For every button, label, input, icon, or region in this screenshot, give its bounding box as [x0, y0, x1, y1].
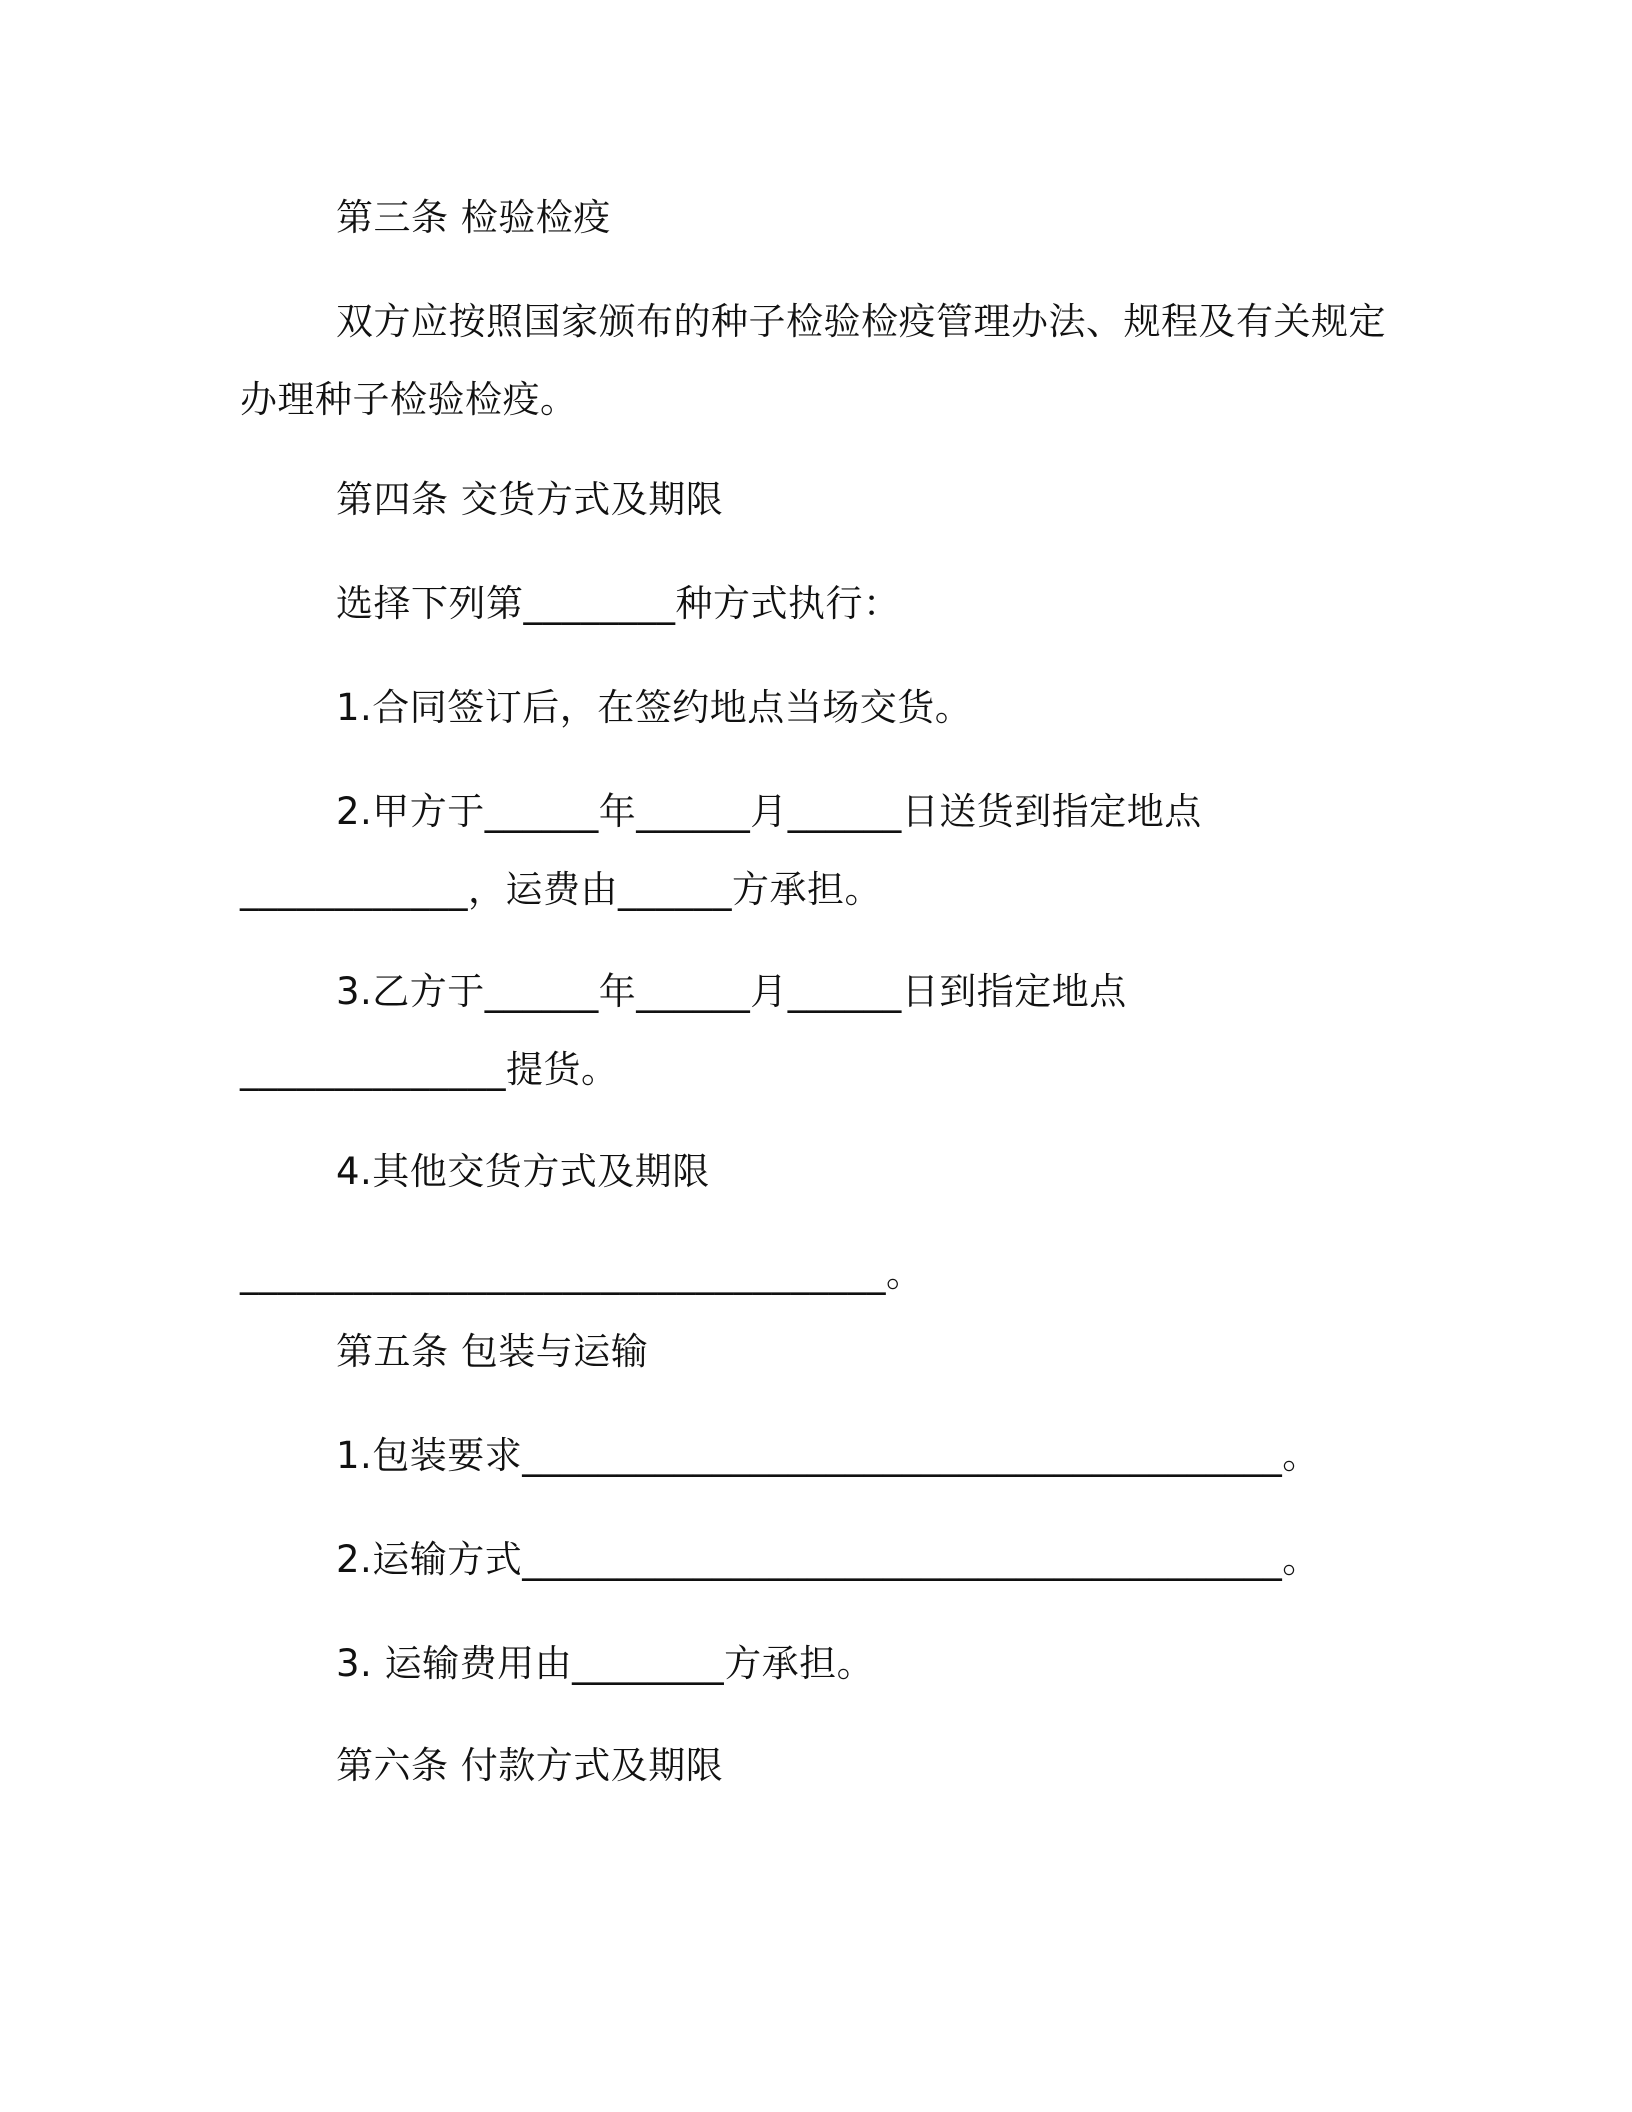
- article-5-heading: 第五条 包装与运输: [336, 1330, 649, 1373]
- article-4-heading: 第四条 交货方式及期限: [336, 478, 724, 521]
- article-4-option-3-line-1: 3.乙方于______年______月______日到指定地点: [336, 970, 1127, 1013]
- article-3-text-line-1: 双方应按照国家颁布的种子检验检疫管理办法、规程及有关规定: [336, 300, 1386, 343]
- article-4-option-3-line-2: ______________提货。: [240, 1048, 619, 1091]
- article-3-heading: 第三条 检验检疫: [336, 196, 611, 239]
- article-3-text-line-2: 办理种子检验检疫。: [240, 378, 578, 421]
- article-4-option-1: 1.合同签订后，在签约地点当场交货。: [336, 686, 973, 729]
- article-4-option-2-line-1: 2.甲方于______年______月______日送货到指定地点: [336, 790, 1202, 833]
- article-5-packaging: 1.包装要求________________________________________。: [336, 1434, 1320, 1477]
- article-5-transport-method: 2.运输方式________________________________________。: [336, 1538, 1320, 1581]
- article-5-transport-fee: 3. 运输费用由________方承担。: [336, 1642, 875, 1685]
- article-4-option-2-line-2: ____________，运费由______方承担。: [240, 868, 882, 911]
- article-4-option-4-line-1: 4.其他交货方式及期限: [336, 1150, 710, 1193]
- article-4-select-method: 选择下列第________种方式执行：: [336, 582, 901, 625]
- article-6-heading: 第六条 付款方式及期限: [336, 1744, 724, 1787]
- article-4-option-4-line-2: __________________________________。: [240, 1252, 924, 1295]
